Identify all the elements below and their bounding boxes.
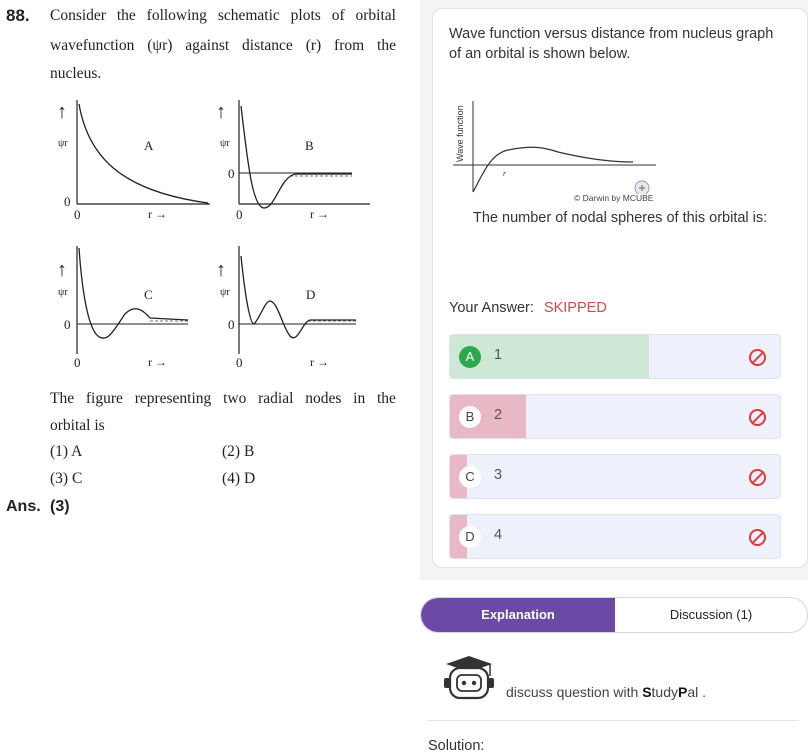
- studypal-brand-al: al: [687, 684, 699, 700]
- question-number: 88.: [6, 6, 30, 25]
- word: radial: [258, 390, 294, 407]
- plot-label-a: A: [144, 138, 154, 153]
- not-attempted-icon: [749, 529, 766, 546]
- word: of: [331, 7, 345, 24]
- word: (ψr): [147, 37, 173, 54]
- graph-ylabel: Wave function: [455, 105, 465, 162]
- option-1: (1) A: [50, 443, 83, 460]
- up-arrow-icon: ↑: [57, 259, 67, 281]
- psi-label: ψr: [58, 138, 68, 149]
- studypal-brand-p: P: [678, 684, 688, 700]
- word: figure: [85, 390, 123, 407]
- origin-label: 0: [74, 355, 81, 370]
- word: orbital: [355, 7, 396, 24]
- word: from: [334, 37, 365, 54]
- up-arrow-icon: ↑: [216, 259, 226, 281]
- solution-heading: Solution:: [428, 738, 485, 753]
- plot-label-d: D: [306, 287, 316, 302]
- word: The: [50, 390, 75, 407]
- studypal-suffix: .: [698, 684, 707, 700]
- word: nodes: [305, 390, 342, 407]
- word: two: [223, 390, 247, 407]
- psi-label: ψr: [58, 287, 68, 298]
- plot-d: [216, 246, 356, 370]
- plot-label-b: B: [305, 138, 314, 153]
- prompt-line-1: [50, 390, 396, 408]
- answer-option-a[interactable]: [449, 334, 781, 379]
- question-text: Wave function versus distance from nucleus graph of an orbital is shown below.: [449, 26, 774, 62]
- image-credit: © Darwin by MCUBE: [574, 193, 654, 203]
- plot-c: [57, 246, 188, 370]
- your-answer-status: SKIPPED: [543, 300, 607, 316]
- up-arrow-icon: ↑: [57, 101, 67, 123]
- origin-label: 0: [74, 207, 81, 222]
- r-axis-label: r →: [310, 355, 329, 369]
- psi-label: ψr: [220, 138, 230, 149]
- plot-label-c: C: [144, 287, 153, 302]
- your-answer: [449, 300, 607, 316]
- plot-b: [216, 100, 370, 222]
- answer-value: (3): [50, 498, 70, 515]
- word: the: [376, 390, 396, 407]
- option-3: (3) C: [50, 470, 83, 487]
- psi-label: ψr: [220, 287, 230, 298]
- word: Consider: [50, 7, 106, 24]
- question-line-3: nucleus.: [50, 65, 102, 82]
- option-4: (4) D: [222, 470, 256, 487]
- option-letter-badge: C: [459, 466, 481, 488]
- origin-label: 0: [236, 207, 243, 222]
- option-text: 3: [494, 467, 503, 483]
- prompt-line-2: orbital is: [50, 417, 105, 434]
- option-2: (2) B: [222, 443, 255, 460]
- question-line-2: [50, 37, 396, 55]
- answer-option-b[interactable]: [449, 394, 781, 439]
- word: representing: [134, 390, 212, 407]
- tab-explanation[interactable]: Explanation: [421, 598, 615, 632]
- option-letter-badge: B: [459, 406, 481, 428]
- zero-label: 0: [228, 317, 235, 332]
- answer-option-d[interactable]: [449, 514, 781, 559]
- divider: [428, 720, 798, 721]
- r-axis-label: r →: [148, 207, 167, 221]
- word: (r): [305, 37, 322, 54]
- option-letter-badge: A: [459, 346, 481, 368]
- studypal-brand-tudy: tudy: [651, 684, 678, 700]
- word: schematic: [217, 7, 280, 24]
- option-text: 4: [494, 527, 503, 543]
- answer-option-c[interactable]: [449, 454, 781, 499]
- option-text: 2: [494, 407, 503, 423]
- tab-discussion[interactable]: Discussion (1): [669, 607, 753, 622]
- studypal-robot-icon[interactable]: [438, 654, 500, 706]
- word: in: [353, 390, 366, 407]
- studypal-prefix: discuss question with: [506, 684, 643, 700]
- not-attempted-icon: [749, 469, 766, 486]
- your-answer-label: Your Answer:: [449, 300, 534, 316]
- studypal-prompt[interactable]: [506, 684, 706, 700]
- origin-label: 0: [236, 355, 243, 370]
- r-axis-label: r →: [148, 355, 167, 369]
- up-arrow-icon: ↑: [216, 101, 226, 123]
- zero-label: 0: [64, 317, 71, 332]
- zero-label: 0: [64, 194, 71, 209]
- studypal-brand-s: S: [642, 684, 652, 700]
- answer-label: Ans.: [6, 498, 41, 515]
- nodal-question-text: The number of nodal spheres of this orbital is:: [473, 210, 768, 226]
- word: following: [146, 7, 207, 24]
- r-axis-label: r →: [310, 207, 329, 221]
- word: wavefunction: [50, 37, 135, 54]
- zero-label: 0: [228, 166, 235, 181]
- wave-function-graph: [448, 96, 658, 194]
- schematic-plots: [40, 96, 370, 376]
- graph-xlabel: r: [503, 169, 507, 178]
- word: against: [185, 37, 230, 54]
- word: distance: [242, 37, 293, 54]
- option-text: 1: [494, 347, 503, 363]
- word: the: [116, 7, 136, 24]
- word: plots: [290, 7, 321, 24]
- not-attempted-icon: [749, 409, 766, 426]
- plot-a: [57, 100, 210, 222]
- not-attempted-icon: [749, 349, 766, 366]
- word: the: [377, 37, 396, 54]
- option-letter-badge: D: [459, 526, 481, 548]
- solution-tabs: [420, 597, 808, 633]
- question-line-1: [50, 7, 396, 25]
